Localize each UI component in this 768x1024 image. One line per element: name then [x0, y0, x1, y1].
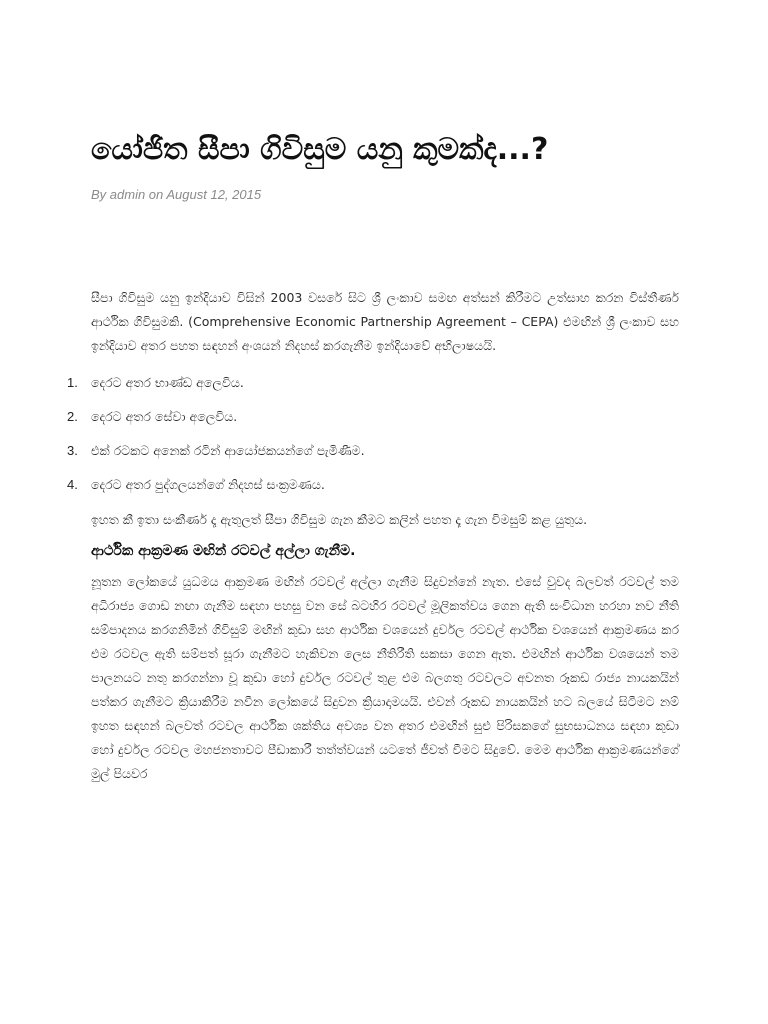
section-heading: ආර්ථික ආක්‍රමණ මඟින් රටවල් අල්ලා ගැනීම. — [91, 543, 356, 559]
list-item — [67, 400, 679, 434]
intro-paragraph: සීපා ගිවිසුම යනු ඉන්දියාව විසින් 2003 වසරේ සිට ශ්‍රී ලංකාව සමඟ අත්සන් කිරීමට උත්සාහ කරන විස්තීර්ණ ආර්ථික ගිවිසුමකි. (Comprehensive Economic Partnership Agreement – CEPA) එමඟින් ශ්‍රී ලංකාව සහ ඉන්දියාව අතර පහත සඳහන් අංශයන් නිදහස් කරගැනීම ඉන්දියාවේ අභිලාෂයයි. — [91, 290, 679, 353]
after-list-paragraph: ඉහත කී ඉතා සංකීර්ණ දෑ ඇතුලත් සීපා ගිවිසුම ගැන කීමට කලින් පහත දෑ ගැන විමසුම් කළ යුතුය. — [91, 512, 588, 527]
list-item — [67, 434, 679, 468]
list-item-text: එක් රටකට අනෙක් රටින් ආයෝජකයන්ගේ පැමිණීම. — [91, 443, 365, 458]
sectors-list — [67, 366, 679, 502]
list-item — [67, 366, 679, 400]
list-item-number: 1. — [67, 375, 78, 390]
article-byline: By admin on August 12, 2015 — [91, 187, 262, 202]
list-item-number: 3. — [67, 443, 78, 458]
article-title: යෝජිත සීපා ගිවිසුම යනු කුමක්ද...? — [91, 132, 549, 167]
article-body — [67, 286, 679, 786]
list-item-text: දෙරට අතර සේවා අලෙවිය. — [91, 409, 238, 424]
list-item-text: දෙරට අතර පුද්ගලයන්ගේ නිදහස් සංක්‍රමණය. — [91, 477, 325, 492]
list-item-number: 4. — [67, 477, 78, 492]
list-item-text: දෙරට අතර භාණ්ඩ අලෙවිය. — [91, 375, 244, 390]
list-item-number: 2. — [67, 409, 78, 424]
section-paragraph: නූතන ලෝකයේ යුධමය ආක්‍රමණ මඟින් රටවල් අල්ලා ගැනීම සිදුවන්නේ නැත. එසේ වුවද බලවත් රටවල් තම අධිරාජ්‍ය ගොඩ නඟා ගැනීම සඳහා පහසු වන සේ බටහිර රටවල් මූලිකත්වය ගෙන ඇති සංවිධාන හරහා නව නීති සම්පාදනය කරගනිමින් ගිවිසුම් මඟින් කුඩා සහ ආර්ථික වශයෙන් දුර්වල රටවල් ආර්ථික වශයෙන් ආක්‍රමණය කර එම රටවල ඇති සම්පත් සූරා ගැනීමට හැකිවන ලෙස නීතිරීති සකසා ගෙන ඇත. එමඟින් ආර්ථික වශයෙන් තම පාලනයට නතු කරගන්නා වූ කුඩා හෝ දුර්වල රටවල් තුළ එම බලගතු රටවලට අවනත රූකඩ රාජ්‍ය නායකයින් පත්කර ගැනීමට ක්‍රියාකිරීම නවීන ලෝකයේ සිදුවන ක්‍රියාදාමයයි. එවන් රූකඩ නායකයින් හට බලයේ සිටීමට නම් ඉහත සඳහන් බලවත් රටවල ආර්ථික ශක්තිය අවශ්‍ය වන අතර එමඟින් සුළු පිරිසකගේ සුභසාධනය සඳහා කුඩා හෝ දුර්වල රටවල මහජනතාවට පීඩාකාරී තත්ත්වයන් යටතේ ජීවත් වීමට සිදුවේ. මෙම ආර්ථික ආක්‍රමණයන්ගේ මුල් පියවර — [91, 574, 679, 781]
list-item — [67, 468, 679, 502]
